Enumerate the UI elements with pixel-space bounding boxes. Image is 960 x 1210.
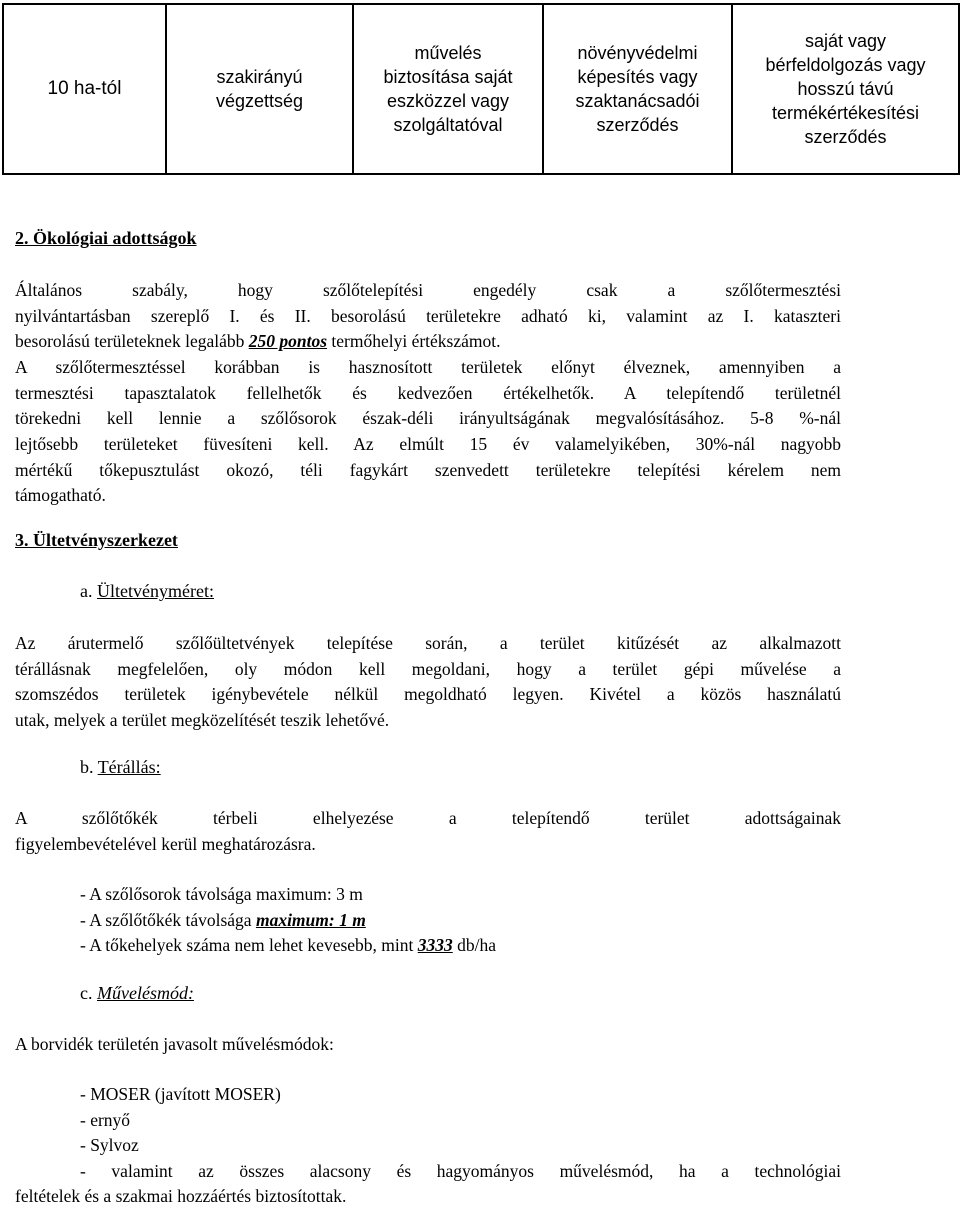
table-cell-area: 10 ha-tól: [3, 4, 166, 174]
section-2-paragraph-1: [15, 278, 841, 355]
requirements-table: [2, 3, 960, 175]
text-line: szomszédos területek igénybevétele nélkül megoldható legyen. Kivétel a közös használatú: [15, 684, 841, 705]
subsection-b-title: b. Térállás:: [80, 757, 161, 777]
text-line: Általános szabály, hogy szőlőtelepítési engedély csak a szőlőtermesztési: [15, 280, 841, 300]
text-line: lejtősebb területeket füvesíteni kell. Az elmúlt 15 év valamelyikében, 30%-nál nagyobb: [15, 434, 841, 455]
list-item: - ernyő: [80, 1109, 131, 1130]
text-line: A borvidék területén javasolt művelésmódok:: [15, 1034, 334, 1054]
score-emphasis: 250 pontos: [248, 331, 328, 352]
section-2-heading: 2. Ökológiai adottságok: [15, 228, 197, 248]
subsection-b-paragraph: [15, 806, 841, 857]
text-line: feltételek és a szakmai hozzáértés biztosítottak.: [15, 1186, 347, 1206]
subsection-c-title: c. Művelésmód:: [80, 983, 194, 1003]
text-line: termesztési tapasztalatok fellelhetők és kedvezően értékelhetők. A telepítendő területnél: [15, 382, 841, 403]
text-line: mértékű tőkepusztulást okozó, téli fagykárt szenvedett területekre telepítési kérelem nem: [15, 459, 841, 480]
text-line: figyelembevételével kerül meghatározásra.: [15, 833, 316, 854]
section-2-paragraph-2: [15, 355, 841, 509]
list-item: - valamint az összes alacsony és hagyományos művelésmód, ha a technológiai: [80, 1161, 841, 1182]
list-item: - Sylvoz: [80, 1135, 139, 1156]
text-line: A szőlőtermesztéssel korábban is hasznosított területek előnyt élveznek, amennyiben a: [15, 357, 841, 377]
text-line: törekedni kell lennie a szőlősorok észak-déli irányultságának megvalósításához. 5-8 %-nál: [15, 408, 841, 429]
subsection-a-paragraph: [15, 631, 841, 734]
text-line: A szőlőtőkék térbeli elhelyezése a telepítendő terület adottságainak: [15, 808, 841, 828]
text-line: Az árutermelő szőlőültetvények telepítése során, a terület kitűzését az alkalmazott: [15, 633, 841, 653]
list-item: - A tőkehelyek száma nem lehet kevesebb, mint 3333 db/ha: [80, 935, 497, 956]
list-item: - MOSER (javított MOSER): [80, 1084, 281, 1104]
subsection-c-intro: [15, 1032, 841, 1058]
table-cell-processing: saját vagy bérfeldolgozás vagy hosszú távú termékértékesítési szerződés: [732, 4, 959, 174]
table-cell-education: szakirányú végzettség: [166, 4, 353, 174]
training-methods-list: [80, 1082, 841, 1185]
training-methods-list-continuation: [15, 1184, 841, 1210]
table-row: [3, 4, 959, 174]
text-line: besorolású területeknek legalább 250 pontos termőhelyi értékszámot.: [15, 331, 501, 352]
text-line: utak, melyek a terület megközelítését teszik lehetővé.: [15, 710, 390, 731]
text-line: nyilvántartásban szereplő I. és II. besorolású területekre adható ki, valamint az I. kataszteri: [15, 305, 841, 326]
list-item: - A szőlősorok távolsága maximum: 3 m: [80, 884, 363, 904]
section-3-heading: 3. Ültetvényszerkezet: [15, 530, 178, 550]
text-line: térállásnak megfelelően, oly módon kell megoldani, hogy a terület gépi művelése a: [15, 658, 841, 679]
text-line: támogatható.: [15, 485, 106, 506]
table-cell-plant-protection: növényvédelmi képesítés vagy szaktanácsadói szerződés: [543, 4, 732, 174]
subsection-a-title: a. Ültetvényméret:: [80, 581, 214, 601]
list-item: - A szőlőtőkék távolsága maximum: 1 m: [80, 909, 366, 930]
spacing-list: [80, 882, 780, 959]
table-cell-cultivation: művelés biztosítása saját eszközzel vagy szolgáltatóval: [353, 4, 543, 174]
